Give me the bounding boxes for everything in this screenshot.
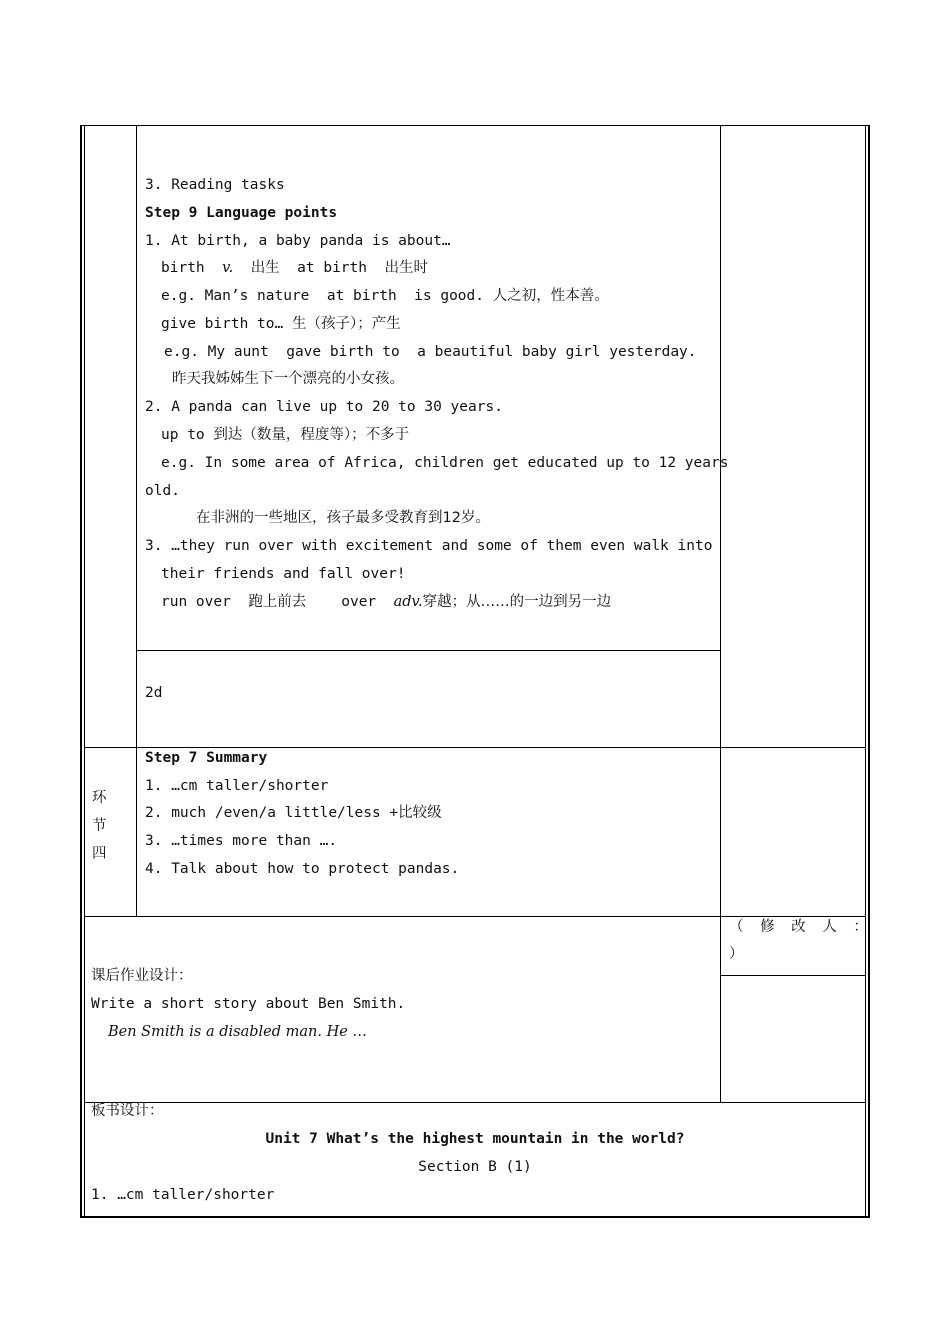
label-2d: 2d	[145, 685, 163, 701]
point1-birth: birth v. 出生 at birth 出生时	[161, 260, 428, 276]
summary-item-1: 1. …cm taller/shorter	[145, 778, 329, 794]
point1-example: e.g. Man’s nature at birth is good. 人之初，性本善。	[161, 288, 609, 304]
point2-example: e.g. In some area of Africa, children get educated up to 12 years	[161, 455, 729, 471]
section-label-1: 环	[92, 790, 107, 806]
point2: 2. A panda can live up to 20 to 30 years.	[145, 399, 503, 415]
step9-heading: Step 9 Language points	[145, 205, 338, 221]
summary-item-3: 3. …times more than ….	[145, 833, 338, 849]
point1-example2-cn: 昨天我姊姊生下一个漂亮的小女孩。	[172, 371, 404, 387]
point2-upto: up to 到达（数量，程度等）；不多于	[161, 427, 410, 443]
point3-cont: their friends and fall over!	[161, 566, 406, 582]
board-title: 板书设计：	[91, 1103, 164, 1119]
homework-task: Write a short story about Ben Smith.	[91, 996, 406, 1012]
homework-title: 课后作业设计：	[91, 968, 193, 984]
point1: 1. At birth, a baby panda is about…	[145, 233, 451, 249]
section-label-3: 四	[92, 846, 107, 862]
frame-right-inner	[865, 125, 866, 1218]
frame-top	[80, 125, 870, 126]
board-item-1: 1. …cm taller/shorter	[91, 1187, 275, 1203]
homework-starter: Ben Smith is a disabled man. He …	[108, 1024, 367, 1040]
frame-right-outer	[868, 125, 870, 1218]
reviser-close: ）	[729, 946, 744, 962]
point1-example2: e.g. My aunt gave birth to a beautiful baby girl yesterday.	[164, 344, 697, 360]
point3: 3. …they run over with excitement and some of them even walk into	[145, 538, 713, 554]
row-sep-2d	[136, 650, 721, 651]
summary-item-4: 4. Talk about how to protect pandas.	[145, 861, 460, 877]
frame-left-inner	[84, 125, 85, 1218]
point2-example-cn: 在非洲的一些地区，孩子最多受教育到12岁。	[196, 510, 490, 526]
point1-givebirth: give birth to… 生（孩子）；产生	[161, 316, 401, 332]
summary-item-2: 2. much /even/a little/less +比较级	[145, 805, 442, 821]
col-sep-right	[720, 125, 721, 1102]
board-unit: Unit 7 What’s the highest mountain in the world?	[265, 1131, 685, 1147]
row-sep-reviser	[720, 975, 866, 976]
frame-bottom	[80, 1216, 870, 1218]
point3-runover: run over 跑上前去 over adv.穿越；从……的一边到另一边	[161, 594, 612, 610]
section-label-2: 节	[92, 818, 107, 834]
step7-heading: Step 7 Summary	[145, 750, 268, 766]
reviser-label: （ 修 改 人 ：	[729, 919, 874, 935]
reading-tasks: 3. Reading tasks	[145, 177, 285, 193]
point2-example-cont: old.	[145, 483, 180, 499]
frame-left-outer	[80, 125, 82, 1218]
row-sep-board	[84, 1102, 866, 1103]
board-section: Section B (1)	[418, 1159, 532, 1175]
col-sep-left	[136, 125, 137, 916]
